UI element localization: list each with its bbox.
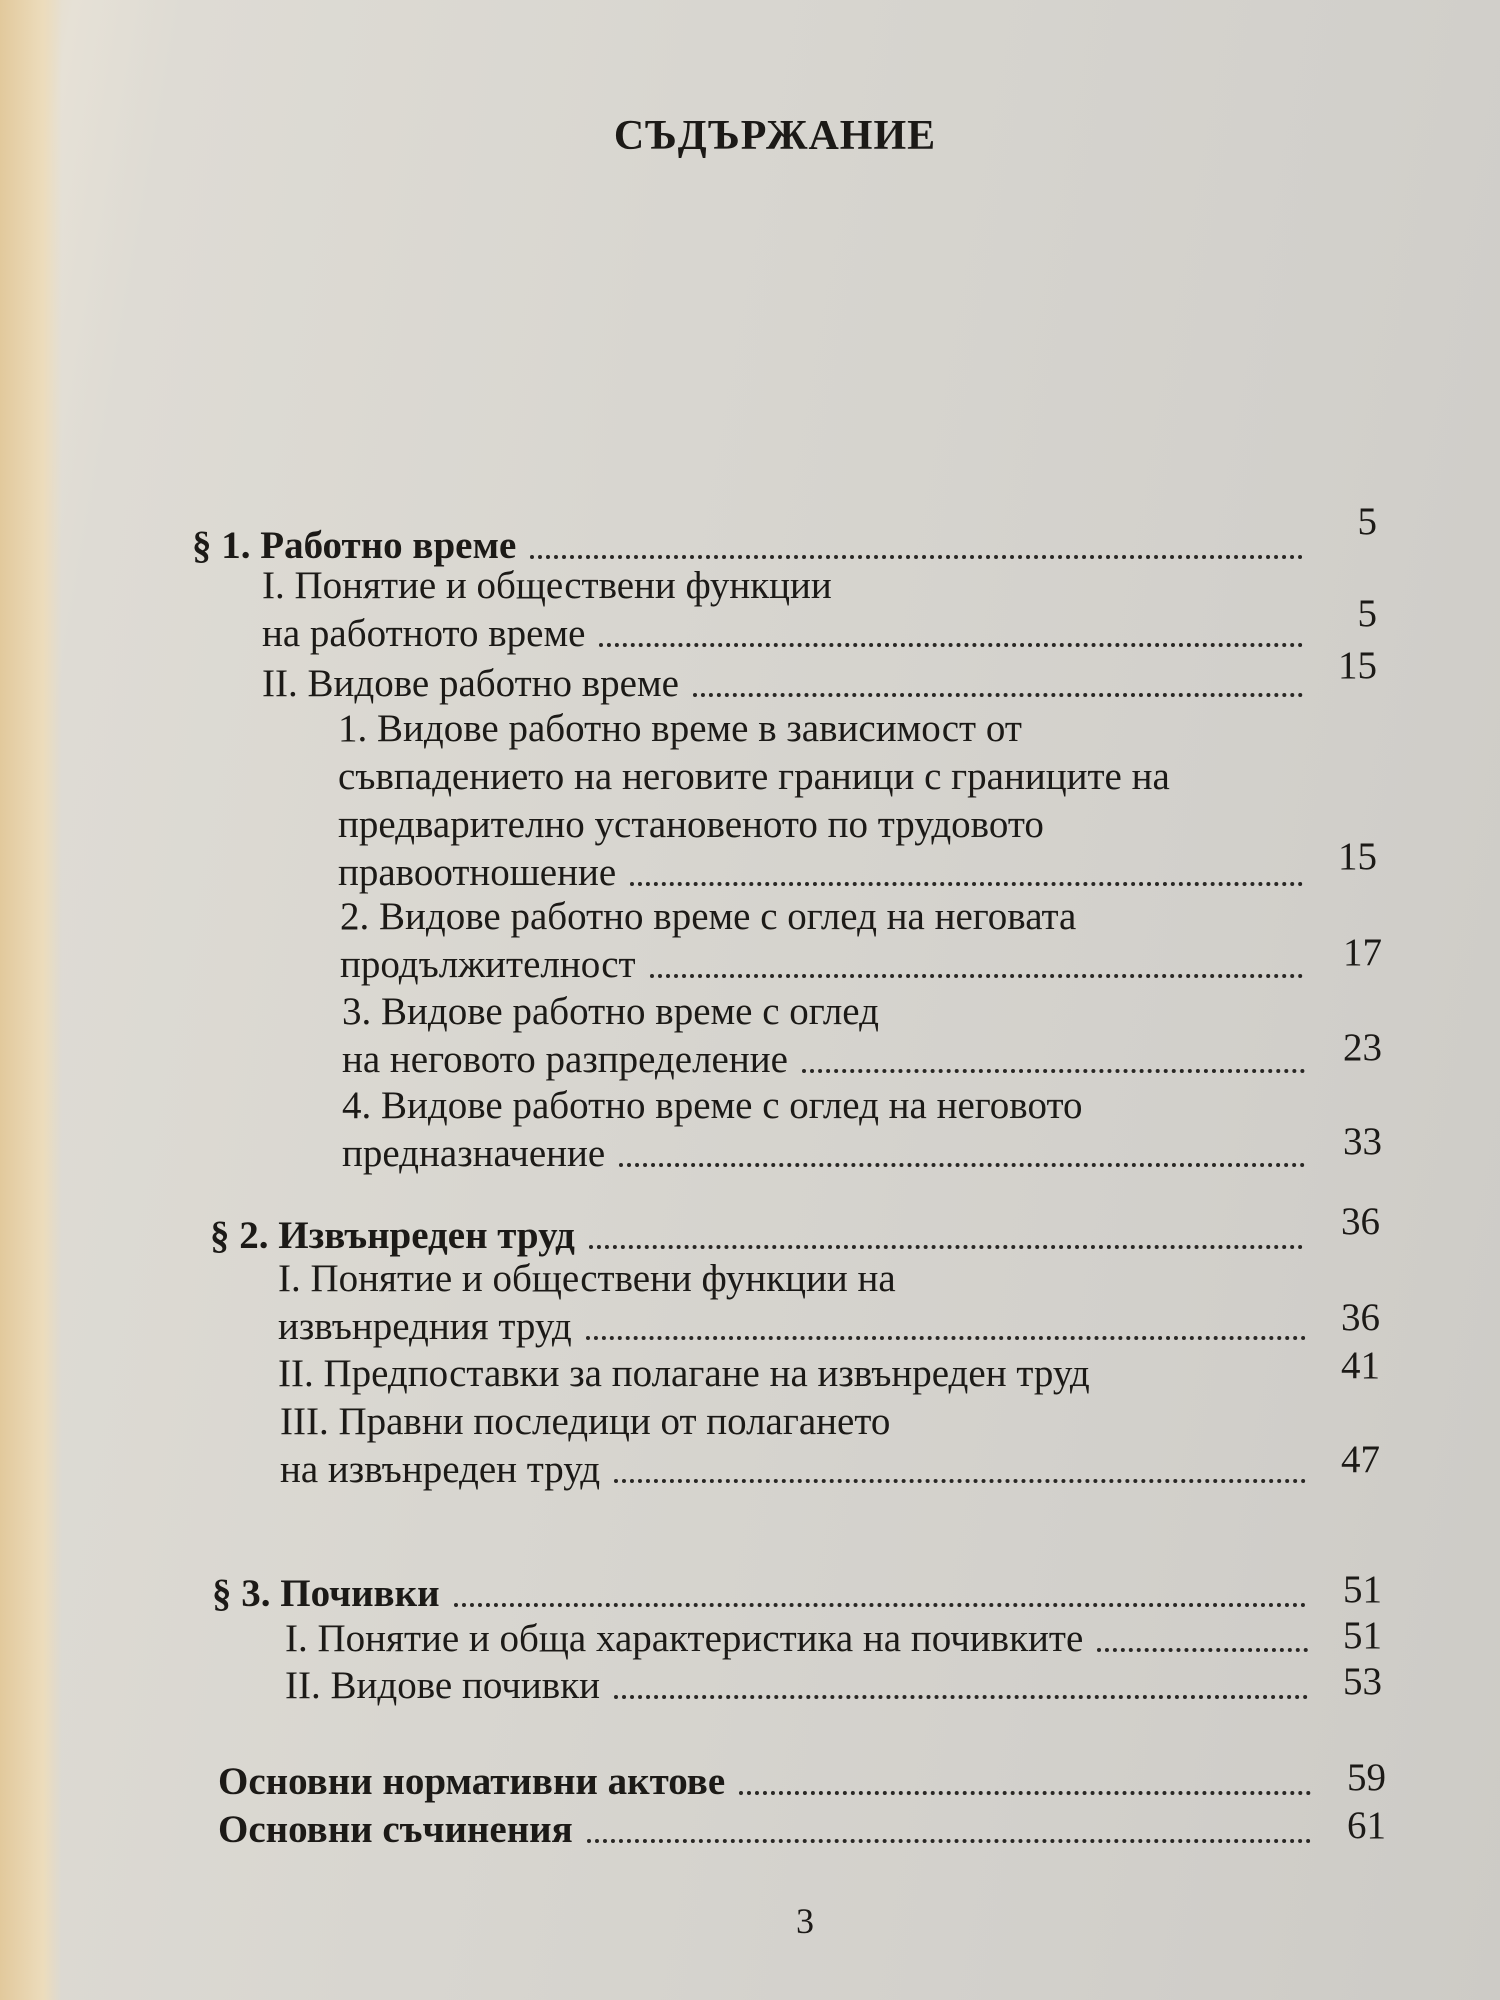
toc-entry-normative-acts: Основни нормативни актове <box>218 1758 1325 1806</box>
toc-page-number: 51 <box>1343 1614 1382 1657</box>
toc-entry-2-3: III. Правни последици от полагането на извънреден труд <box>280 1398 1320 1494</box>
toc-entry-3-2: II. Видове почивки <box>285 1662 1322 1710</box>
toc-page-number: 41 <box>1341 1344 1380 1387</box>
toc-page-number: 15 <box>1338 644 1377 687</box>
toc-entry-section-1: § 1. Работно време <box>192 522 1317 570</box>
toc-page-number: 59 <box>1347 1756 1386 1799</box>
toc-page-number: 51 <box>1343 1568 1382 1611</box>
toc-entry-1-1: I. Понятие и обществени функции на работното време <box>262 562 1317 658</box>
toc-page-number: 47 <box>1341 1438 1380 1481</box>
toc-entry-2-1: I. Понятие и обществени функции на извънредния труд <box>278 1255 1320 1351</box>
page-title: СЪДЪРЖАНИЕ <box>613 113 937 159</box>
toc-entry-1-2-1: 1. Видове работно време в зависимост от съвпадението на неговите граници с границите на предварително установеното по трудовото правоотношение <box>338 705 1317 897</box>
toc-page-number: 17 <box>1343 931 1382 974</box>
toc-page-number: 33 <box>1343 1120 1382 1163</box>
toc-entry-1-2-4: 4. Видове работно време с оглед на неговото предназначение <box>342 1082 1319 1178</box>
toc-entry-3-1: I. Понятие и обща характеристика на почивките <box>285 1615 1322 1663</box>
toc-page-number: 15 <box>1338 835 1377 878</box>
toc-entry-1-2: II. Видове работно време <box>262 660 1317 708</box>
toc-page-number: 23 <box>1343 1026 1382 1069</box>
toc-entry-1-2-3: 3. Видове работно време с оглед на неговото разпределение <box>342 988 1319 1084</box>
page-number: 3 <box>796 1901 814 1941</box>
toc-entry-section-2: § 2. Извънреден труд <box>210 1212 1317 1260</box>
toc-entry-1-2-2: 2. Видове работно време с оглед на неговата продължителност <box>340 893 1317 989</box>
toc-page-number: 5 <box>1357 500 1377 543</box>
toc-page-number: 36 <box>1341 1296 1380 1339</box>
toc-entry-section-3: § 3. Почивки <box>212 1570 1320 1618</box>
toc-entry-main-works: Основни съчинения <box>218 1806 1325 1854</box>
toc-page-number: 36 <box>1341 1200 1380 1243</box>
toc-entry-2-2: II. Предпоставки за полагане на извънреден труд <box>278 1352 1090 1395</box>
toc-page-number: 53 <box>1343 1660 1382 1703</box>
book-spine <box>0 0 62 2000</box>
toc-page-number: 61 <box>1347 1804 1386 1847</box>
toc-page-number: 5 <box>1357 592 1377 635</box>
